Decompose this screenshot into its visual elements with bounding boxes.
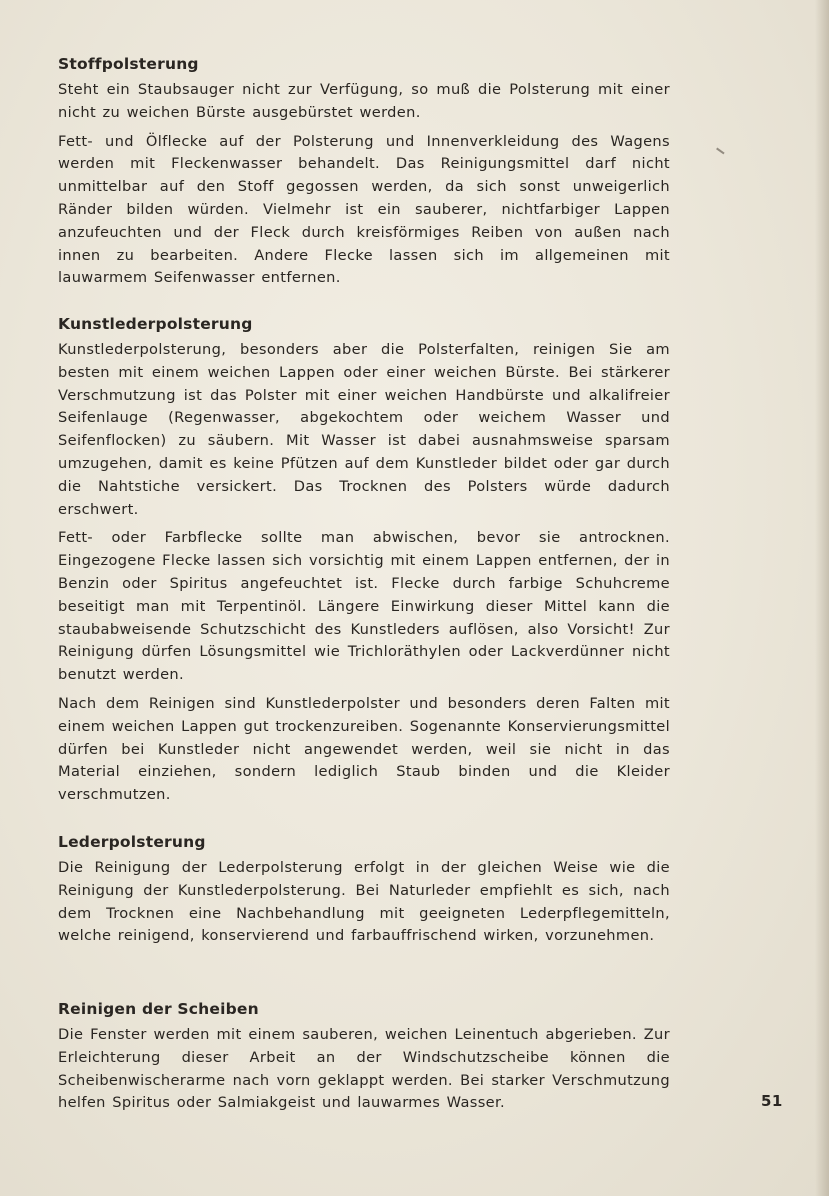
paragraph: Die Reinigung der Lederpolsterung erfolgt in der gleichen Weise wie die Reinigung der Kunstlederpolsterung. Bei Naturleder empfiehlt es sich, nach dem Trocknen eine Nachbehandlung mit geeigneten Lederpflegemitteln, welche reinigend, konservierend und farbauffrischend wirken, vorzunehmen. xyxy=(58,859,670,945)
paragraph: Steht ein Staubsauger nicht zur Verfügung, so muß die Polsterung mit einer nicht zu weichen Bürste ausgebürstet werden. xyxy=(58,81,670,121)
paragraph: Nach dem Reinigen sind Kunstlederpolster und besonders deren Falten mit einem weichen Lappen gut trockenzureiben. Sogenannte Konservierungsmittel dürfen bei Kunstleder nicht angewendet werden, weil sie nicht in das Material einziehen, sondern lediglich Staub binden und die Kleider verschmutzen. xyxy=(58,694,670,804)
paragraph: Fett- und Ölflecke auf der Polsterung und Innenverkleidung des Wagens werden mit Fleckenwasser behandelt. Das Reinigungsmittel darf nicht unmittelbar auf den Stoff gegossen werden, da sich sonst unweigerlich Ränder bilden würden. Vielmehr ist ein sauberer, nichtfarbiger Lappen anzufeuchten und der Fleck durch kreisförmiges Reiben von außen nach innen zu bearbeiten. Andere Flecke lassen sich im allgemeinen mit lauwarmem Seifenwasser entfernen. xyxy=(58,132,670,287)
paragraph: Kunstlederpolsterung, besonders aber die Polsterfalten, reinigen Sie am besten mit einem weichen Lappen oder einer weichen Bürste. Bei stärkerer Verschmutzung ist das Polster mit einer weichen Handbürste und alkalifreier Seifenlauge (Regenwasser, abgekochtem oder weichem Wasser und Seifenflocken) zu säubern. Mit Wasser ist dabei ausnahmsweise sparsam umzugehen, damit es keine Pfützen auf dem Kunstleder bildet oder gar durch die Nahtstiche versickert. Das Trocknen des Polsters würde dadurch erschwert. xyxy=(58,341,670,518)
paragraph: Die Fenster werden mit einem sauberen, weichen Leinentuch abgerieben. Zur Erleichterung dieser Arbeit an der Windschutzscheibe können die Scheibenwischerarme nach vorn geklappt werden. Bei starker Verschmutzung helfen Spiritus oder Salmiakgeist und lauwarmes Wasser. xyxy=(58,1026,670,1112)
section-stoffpolsterung xyxy=(58,53,670,296)
paragraph: Fett- oder Farbflecke sollte man abwischen, bevor sie antrocknen. Eingezogene Flecke lassen sich vorsichtig mit einem Lappen entfernen, der in Benzin oder Spiritus angefeuchtet ist. Flecke durch farbige Schuhcreme beseitigt man mit Terpentinöl. Längere Einwirkung dieser Mittel kann die staubabweisende Schutzschicht des Kunstleders auflösen, also Vorsicht! Zur Reinigung dürfen Lösungsmittel wie Trichloräthylen oder Lackverdünner nicht benutzt werden. xyxy=(58,529,670,684)
section-heading: Reinigen der Scheiben xyxy=(58,1000,259,1018)
section-heading: Lederpolsterung xyxy=(58,833,206,851)
section-heading: Kunstlederpolsterung xyxy=(58,315,253,333)
pencil-mark xyxy=(716,148,724,154)
section-kunstlederpolsterung xyxy=(58,313,670,813)
section-heading: Stoffpolsterung xyxy=(58,55,199,73)
section-lederpolsterung xyxy=(58,831,670,954)
section-reinigen-der-scheiben xyxy=(58,998,670,1121)
page-number: 51 xyxy=(761,1092,783,1110)
